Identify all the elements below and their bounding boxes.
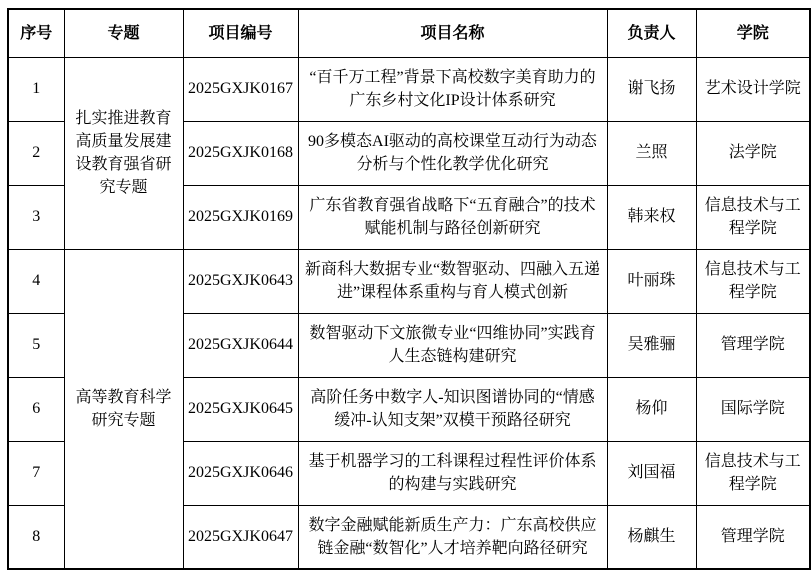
leader-cell: 杨仰 — [607, 377, 696, 441]
project-code-cell: 2025GXJK0646 — [183, 441, 298, 505]
college-cell: 艺术设计学院 — [696, 57, 810, 121]
row-no-cell: 6 — [8, 377, 64, 441]
row-no-cell: 1 — [8, 57, 64, 121]
project-title-cell: 数智驱动下文旅微专业“四维协同”实践育人生态链构建研究 — [298, 313, 607, 377]
row-no-cell: 4 — [8, 249, 64, 313]
leader-cell: 刘国福 — [607, 441, 696, 505]
table-row — [8, 57, 810, 121]
header-leader: 负责人 — [607, 9, 696, 57]
college-cell: 管理学院 — [696, 313, 810, 377]
project-code-cell: 2025GXJK0644 — [183, 313, 298, 377]
table-row — [8, 249, 810, 313]
college-cell: 信息技术与工程学院 — [696, 185, 810, 249]
project-title-cell: 高阶任务中数字人-知识图谱协同的“情感缓冲-认知支架”双模干预路径研究 — [298, 377, 607, 441]
row-no-cell: 5 — [8, 313, 64, 377]
leader-cell: 杨麒生 — [607, 505, 696, 569]
leader-cell: 韩来权 — [607, 185, 696, 249]
project-title-cell: 基于机器学习的工科课程过程性评价体系的构建与实践研究 — [298, 441, 607, 505]
header-code: 项目编号 — [183, 9, 298, 57]
project-code-cell: 2025GXJK0643 — [183, 249, 298, 313]
project-title-cell: 90多模态AI驱动的高校课堂互动行为动态分析与个性化教学优化研究 — [298, 121, 607, 185]
project-code-cell: 2025GXJK0168 — [183, 121, 298, 185]
college-cell: 管理学院 — [696, 505, 810, 569]
header-no: 序号 — [8, 9, 64, 57]
college-cell: 法学院 — [696, 121, 810, 185]
project-title-cell: 数字金融赋能新质生产力：广东高校供应链金融“数智化”人才培养靶向路径研究 — [298, 505, 607, 569]
row-no-cell: 2 — [8, 121, 64, 185]
project-table — [7, 8, 811, 570]
leader-cell: 叶丽珠 — [607, 249, 696, 313]
project-code-cell: 2025GXJK0169 — [183, 185, 298, 249]
project-title-cell: 广东省教育强省战略下“五育融合”的技术赋能机制与路径创新研究 — [298, 185, 607, 249]
project-title-cell: 新商科大数据专业“数智驱动、四融入五递进”课程体系重构与育人模式创新 — [298, 249, 607, 313]
table-header-row — [8, 9, 810, 57]
row-no-cell: 8 — [8, 505, 64, 569]
header-topic: 专题 — [64, 9, 183, 57]
leader-cell: 谢飞扬 — [607, 57, 696, 121]
college-cell: 信息技术与工程学院 — [696, 441, 810, 505]
topic-cell: 高等教育科学研究专题 — [64, 249, 183, 569]
college-cell: 信息技术与工程学院 — [696, 249, 810, 313]
project-code-cell: 2025GXJK0647 — [183, 505, 298, 569]
leader-cell: 吴雅骊 — [607, 313, 696, 377]
college-cell: 国际学院 — [696, 377, 810, 441]
header-title: 项目名称 — [298, 9, 607, 57]
row-no-cell: 7 — [8, 441, 64, 505]
project-code-cell: 2025GXJK0645 — [183, 377, 298, 441]
project-code-cell: 2025GXJK0167 — [183, 57, 298, 121]
row-no-cell: 3 — [8, 185, 64, 249]
topic-cell: 扎实推进教育高质量发展建设教育强省研究专题 — [64, 57, 183, 249]
project-title-cell: “百千万工程”背景下高校数字美育助力的广东乡村文化IP设计体系研究 — [298, 57, 607, 121]
header-college: 学院 — [696, 9, 810, 57]
leader-cell: 兰照 — [607, 121, 696, 185]
